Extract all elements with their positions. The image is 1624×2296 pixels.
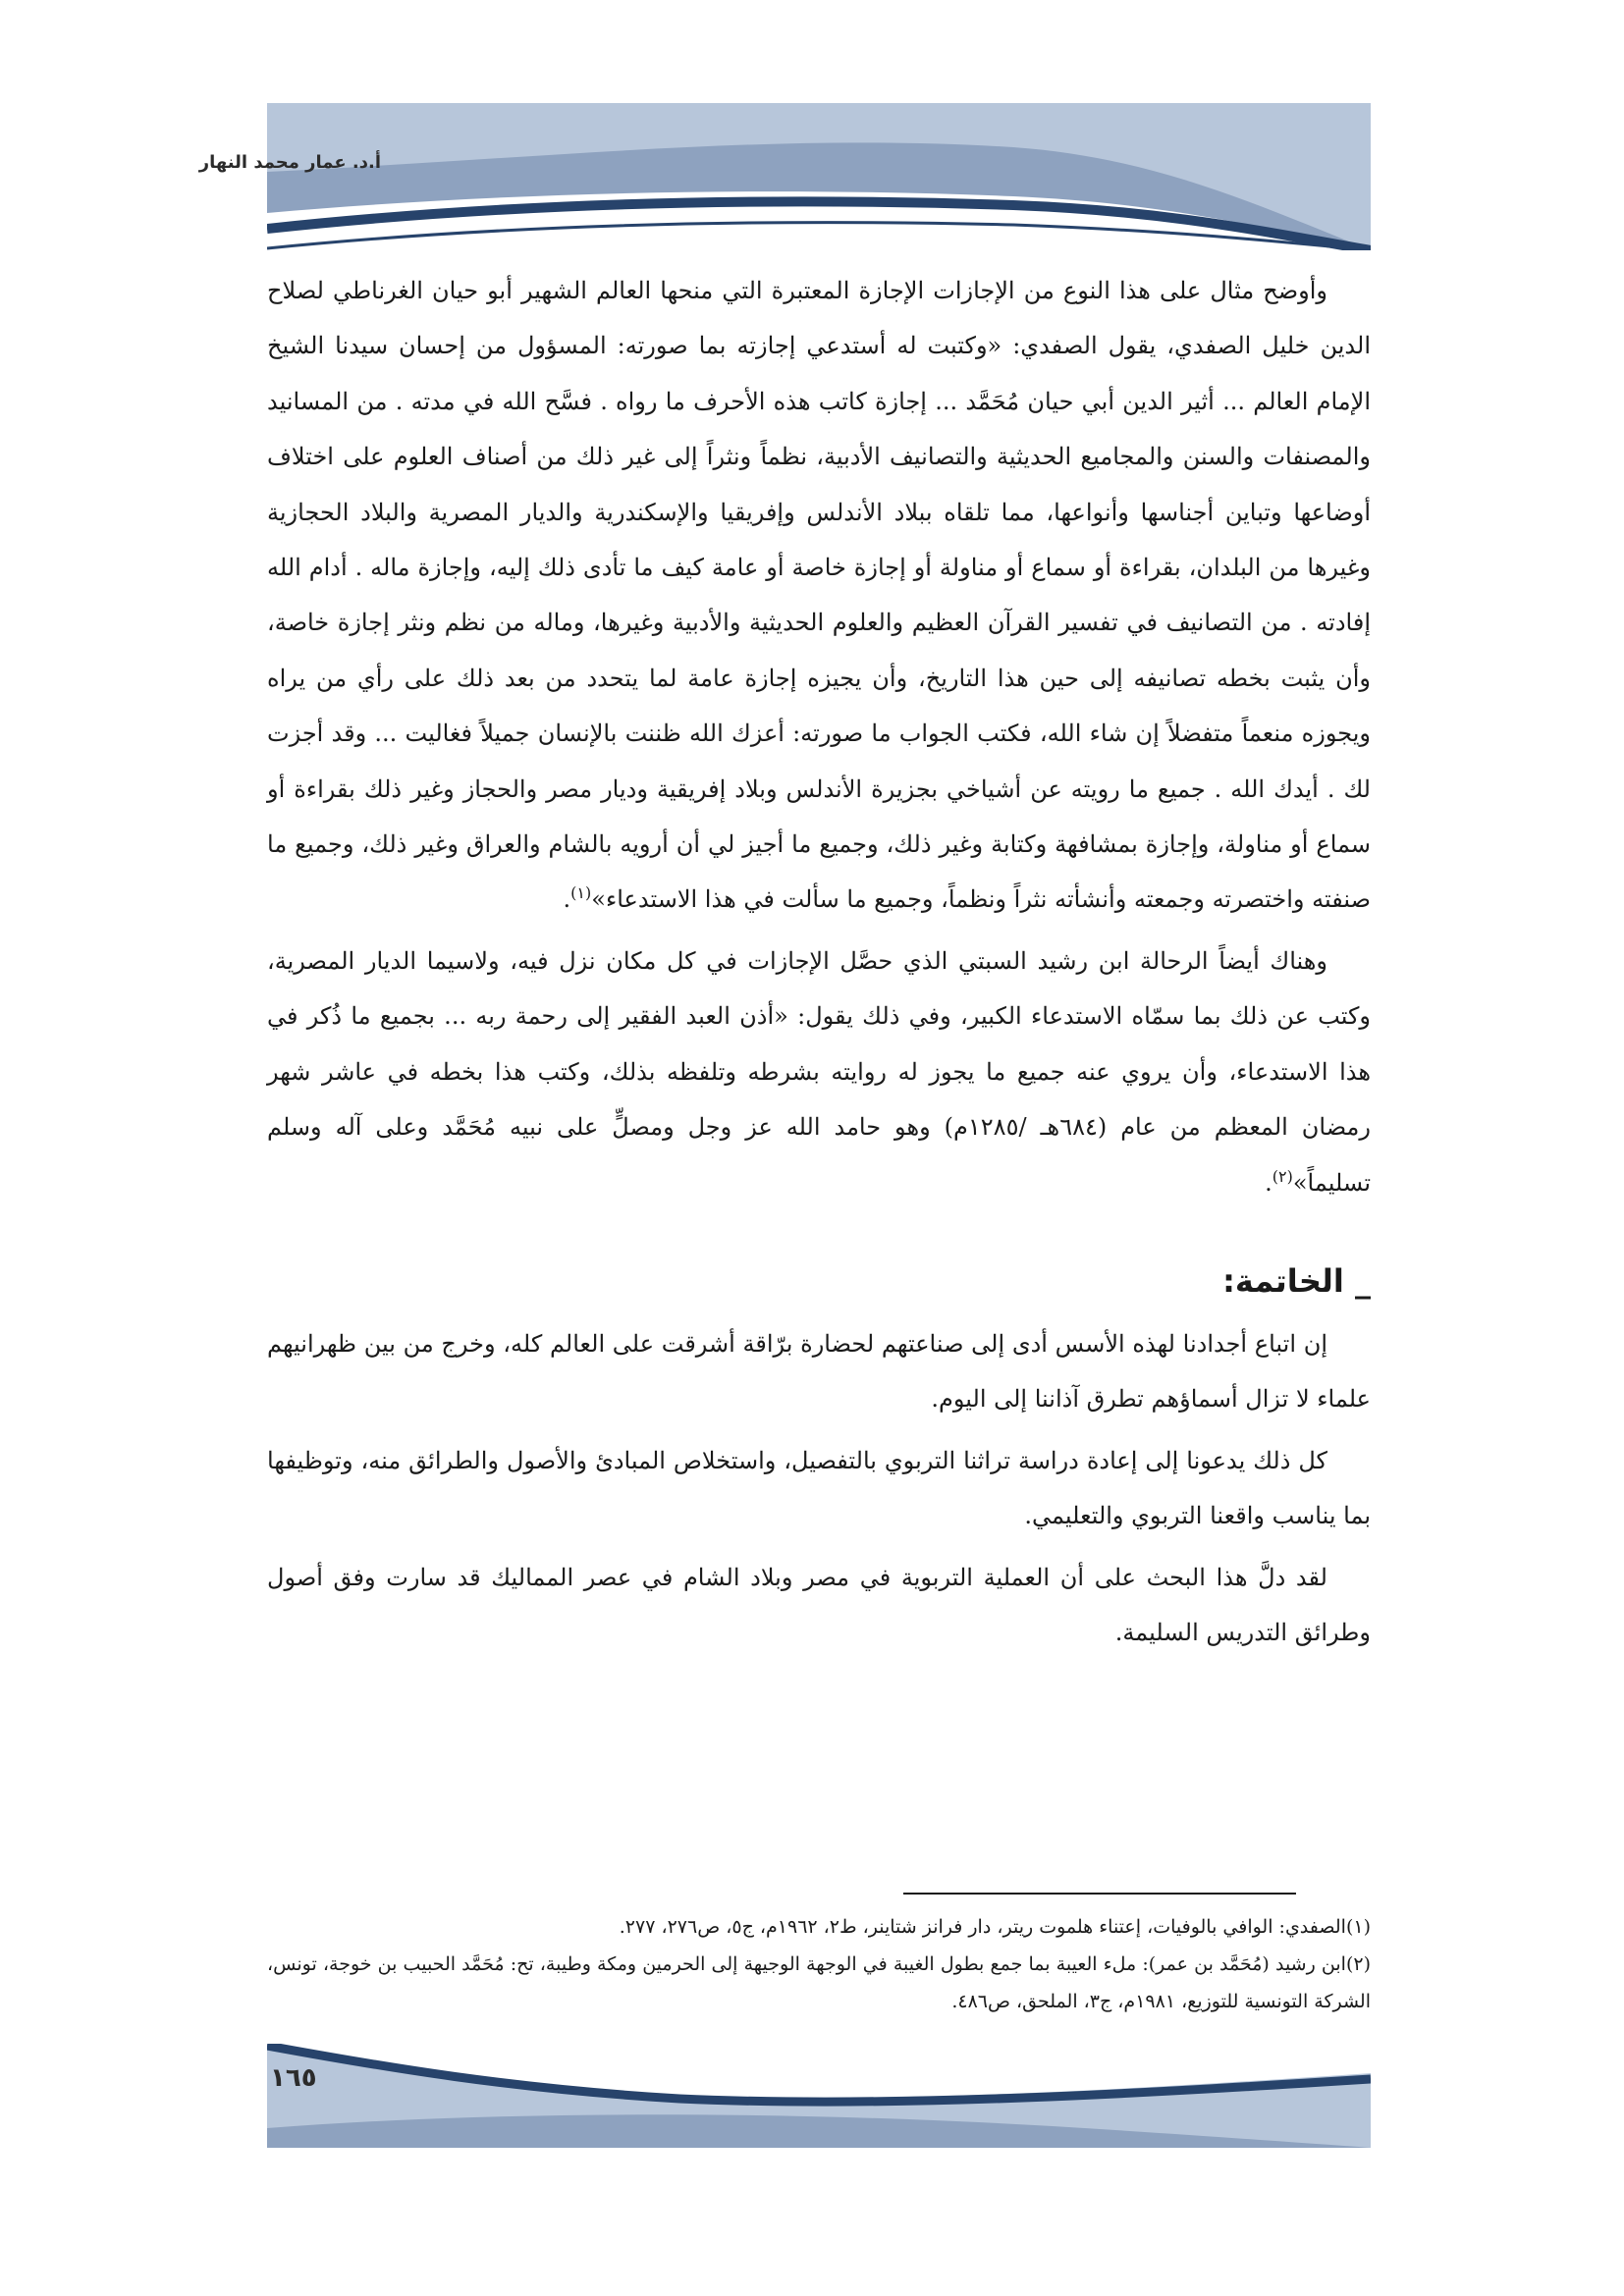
footnotes — [267, 1908, 1371, 2020]
paragraph-text: وهناك أيضاً الرحالة ابن رشيد السبتي الذي حصَّل الإجازات في كل مكان نزل فيه، ولاسيما الديار المصرية، وكتب عن ذلك بما سمّاه الاستدعاء الكبير، وفي ذلك يقول: «أذن العبد الفقير إلى رحمة ربه ... بجميع ما ذُكر في هذا الاستدعاء، وأن يروي عنه جميع ما يجوز له روايته بشرطه وتلفظه بذلك، وكتب هذا بخطه في عاشر شهر رمضان المعظم من عام (٦٨٤هـ /١٢٨٥م) وهو حامد الله عز وجل ومصلٍّ على نبيه مُحَمَّد وعلى آله وسلم تسليماً» — [267, 946, 1372, 1197]
footnote-1: (١)الصفدي: الوافي بالوفيات، إعتناء هلموت ريتر، دار فرانز شتاينر، ط٢، ١٩٦٢م، ج٥، ص٢٧٦، ٢٧٧. — [619, 1916, 1371, 1938]
footnote-ref-2[interactable]: (٢) — [1272, 1166, 1293, 1186]
running-header-author: أ.د. عمار محمد النهار — [198, 152, 381, 173]
paragraph-abu-hayyan-ijaza: وأوضح مثال على هذا النوع من الإجازات الإجازة المعتبرة التي منحها العالم الشهير أبو حيان الغرناطي لصلاح الدين خليل الصفدي، يقول الصفدي: «وكتبت له أستدعي إجازته بما صورته: المسؤول من إحسان سيدنا الشيخ الإمام العالم ... أثير الدين أبي حيان مُحَمَّد ... إجازة كاتب هذه الأحرف ما رواه . فسَّح الله في مدته . من المسانيد والمصنفات والسنن والمجاميع الحديثية والتصانيف الأدبية، نظماً ونثراً إلى غير ذلك من أصناف العلوم على اختلاف أوضاعها وتباين أجناسها وأنواعها، مما تلقاه ببلاد الأندلس وإفريقيا والإسكندرية والديار المصرية والبلاد الحجازية وغيرها من البلدان، بقراءة أو سماع أو مناولة أو إجازة خاصة أو عامة كيف ما تأدى ذلك إليه، وإجازة ماله . أدام الله إفادته . من التصانيف في تفسير القرآن العظيم والعلوم الحديثية والأدبية وغيرها، وماله من نظم ونثر إجازة خاصة، وأن يثبت بخطه تصانيفه إلى حين هذا التاريخ، وأن يجيزه إجازة عامة لما يتحدد من بعد ذلك على رأي من يراه ويجوزه منعماً متفضلاً إن شاء الله، فكتب الجواب ما صورته: أعزك الله ظننت بالإنسان جميلاً فغاليت ... وقد أجزت لك . أيدك الله . جميع ما رويته عن أشياخي بجزيرة الأندلس وبلاد إفريقية وديار مصر والحجاز وغير ذلك بقراءة أو سماع أو مناولة، وإجازة بمشافهة وكتابة وغير ذلك، وجميع ما أجيز لي أن أرويه بالشام والعراق وغير ذلك، وجميع ما صنفته واختصرته وجمعته وأنشأته نثراً ونظماً، وجميع ما سألت في هذا الاستدعاء»$^{(١)}$. — [267, 277, 1372, 914]
page-number: ١٦٥ — [270, 2063, 317, 2093]
paragraph-ibn-rushayd: وهناك أيضاً الرحالة ابن رشيد السبتي الذي حصَّل الإجازات في كل مكان نزل فيه، ولاسيما الديار المصرية، وكتب عن ذلك بما سمّاه الاستدعاء الكبير، وفي ذلك يقول: «أذن العبد الفقير إلى رحمة ربه ... بجميع ما ذُكر في هذا الاستدعاء، وأن يروي عنه جميع ما يجوز له روايته بشرطه وتلفظه بذلك، وكتب هذا بخطه في عاشر شهر رمضان المعظم من عام (٦٨٤هـ /١٢٨٥م) وهو حامد الله عز وجل ومصلٍّ على نبيه مُحَمَّد وعلى آله وسلم تسليماً»$^{(٢)}$. — [267, 946, 1372, 1197]
section-heading-conclusion: _ الخاتمة: — [1222, 1261, 1371, 1300]
paragraph-conclusion-2: كل ذلك يدعونا إلى إعادة دراسة تراثنا التربوي بالتفصيل، واستخلاص المبادئ والأصول والطرائق منه، وتوظيفها بما يناسب واقعنا التربوي والتعليمي. — [267, 1446, 1371, 1530]
footnote-ref-1[interactable]: (١) — [570, 883, 592, 903]
footnote-2: (٢)ابن رشيد (مُحَمَّد بن عمر): ملء العيبة بما جمع بطول الغيبة في الوجهة الوجيهة إلى الحرمين ومكة وطيبة، تح: مُحَمَّد الحبيب بن خوجة، تونس، الشركة التونسية للتوزيع، ١٩٨١م، ج٣، الملحق، ص٤٨٦. — [267, 1953, 1371, 2012]
paragraph-conclusion-3: لقد دلَّ هذا البحث على أن العملية التربوية في مصر وبلاد الشام في عصر المماليك قد سارت وفق أصول وطرائق التدريس السليمة. — [267, 1563, 1371, 1646]
paragraph-text: وأوضح مثال على هذا النوع من الإجازات الإجازة المعتبرة التي منحها العالم الشهير أبو حيان الغرناطي لصلاح الدين خليل الصفدي، يقول الصفدي: «وكتبت له أستدعي إجازته بما صورته: المسؤول من إحسان سيدنا الشيخ الإمام العالم ... أثير الدين أبي حيان مُحَمَّد ... إجازة كاتب هذه الأحرف ما رواه . فسَّح الله في مدته . من المسانيد والمصنفات والسنن والمجاميع الحديثية والتصانيف الأدبية، نظماً ونثراً إلى غير ذلك من أصناف العلوم على اختلاف أوضاعها وتباين أجناسها وأنواعها، مما تلقاه ببلاد الأندلس وإفريقيا والإسكندرية والديار المصرية والبلاد الحجازية وغيرها من البلدان، بقراءة أو سماع أو مناولة أو إجازة خاصة أو عامة كيف ما تأدى ذلك إليه، وإجازة ماله . أدام الله إفادته . من التصانيف في تفسير القرآن العظيم والعلوم الحديثية والأدبية وغيرها، وماله من نظم ونثر إجازة خاصة، وأن يثبت بخطه تصانيفه إلى حين هذا التاريخ، وأن يجيزه إجازة عامة لما يتحدد من بعد ذلك على رأي من يراه ويجوزه منعماً متفضلاً إن شاء الله، فكتب الجواب ما صورته: أعزك الله ظننت بالإنسان جميلاً فغاليت ... وقد أجزت لك . أيدك الله . جميع ما رويته عن أشياخي بجزيرة الأندلس وبلاد إفريقية وديار مصر والحجاز وغير ذلك بقراءة أو سماع أو مناولة، وإجازة بمشافهة وكتابة وغير ذلك، وجميع ما أجيز لي أن أرويه بالشام والعراق وغير ذلك، وجميع ما صنفته واختصرته وجمعته وأنشأته نثراً ونظماً، وجميع ما سألت في هذا الاستدعاء» — [267, 277, 1372, 914]
header-band — [267, 103, 1371, 250]
footer-band — [267, 2044, 1371, 2148]
main-text — [267, 263, 1371, 1666]
footnote-separator — [903, 1893, 1296, 1895]
header-wave-decoration — [267, 103, 1371, 250]
footer-wave-decoration — [267, 2044, 1371, 2148]
paragraph-conclusion-1: إن اتباع أجدادنا لهذه الأسس أدى إلى صناعتهم لحضارة برّاقة أشرقت على العالم كله، وخرج من بين ظهرانيهم علماء لا تزال أسماؤهم تطرق آذاننا إلى اليوم. — [267, 1329, 1371, 1414]
